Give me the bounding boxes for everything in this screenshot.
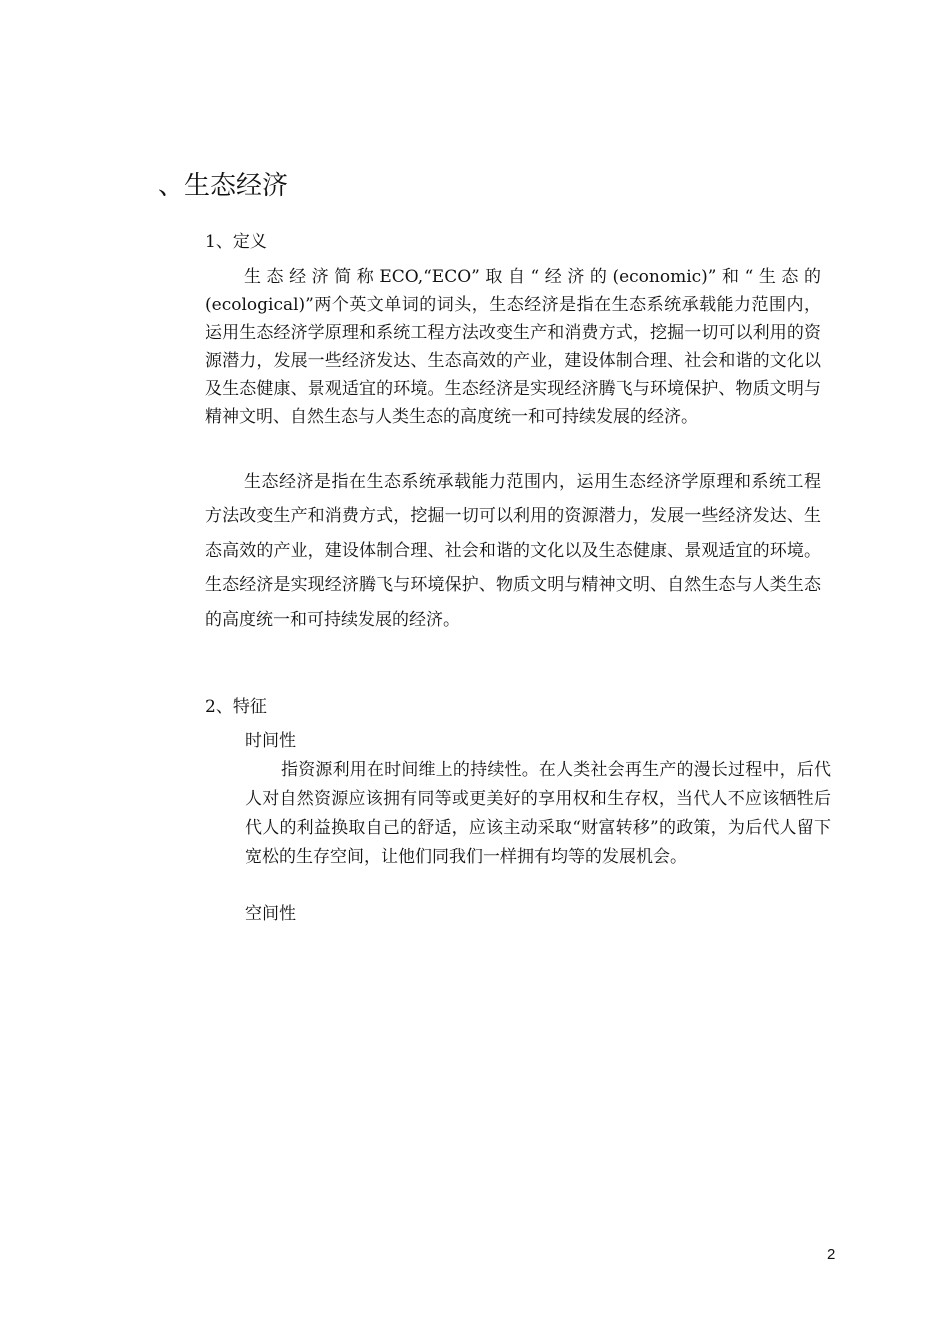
features-heading: 2、特征 (205, 697, 267, 717)
section-title: 、生态经济 (158, 171, 289, 201)
definition-paragraph-1: 生态经济简称ECO,“ECO”取自“经济的(economic)”和“生态的(ecological)”两个英文单词的词头，生态经济是指在生态系统承载能力范围内，运用生态经济学原理和系统工程方法改变生产和消费方式，挖掘一切可以利用的资源潜力，发展一些经济发达、生态高效的产业，建设体制合理、社会和谐的文化以及生态健康、景观适宜的环境。生态经济是实现经济腾飞与环境保护、物质文明与精神文明、自然生态与人类生态的高度统一和可持续发展的经济。 (205, 267, 821, 427)
feature-time-label: 时间性 (245, 731, 296, 751)
feature-time-paragraph: 指资源利用在时间维上的持续性。在人类社会再生产的漫长过程中，后代人对自然资源应该拥有同等或更美好的享用权和生存权，当代人不应该牺牲后代人的利益换取自己的舒适，应该主动采取“财富转移”的政策，为后代人留下宽松的生存空间，让他们同我们一样拥有均等的发展机会。 (245, 760, 831, 867)
feature-space-label: 空间性 (245, 904, 296, 924)
page-number: 2 (827, 1246, 836, 1263)
definition-heading: 1、定义 (205, 232, 267, 252)
definition-paragraph-2: 生态经济是指在生态系统承载能力范围内，运用生态经济学原理和系统工程方法改变生产和消费方式，挖掘一切可以利用的资源潜力，发展一些经济发达、生态高效的产业，建设体制合理、社会和谐的文化以及生态健康、景观适宜的环境。生态经济是实现经济腾飞与环境保护、物质文明与精神文明、自然生态与人类生态的高度统一和可持续发展的经济。 (205, 472, 821, 630)
